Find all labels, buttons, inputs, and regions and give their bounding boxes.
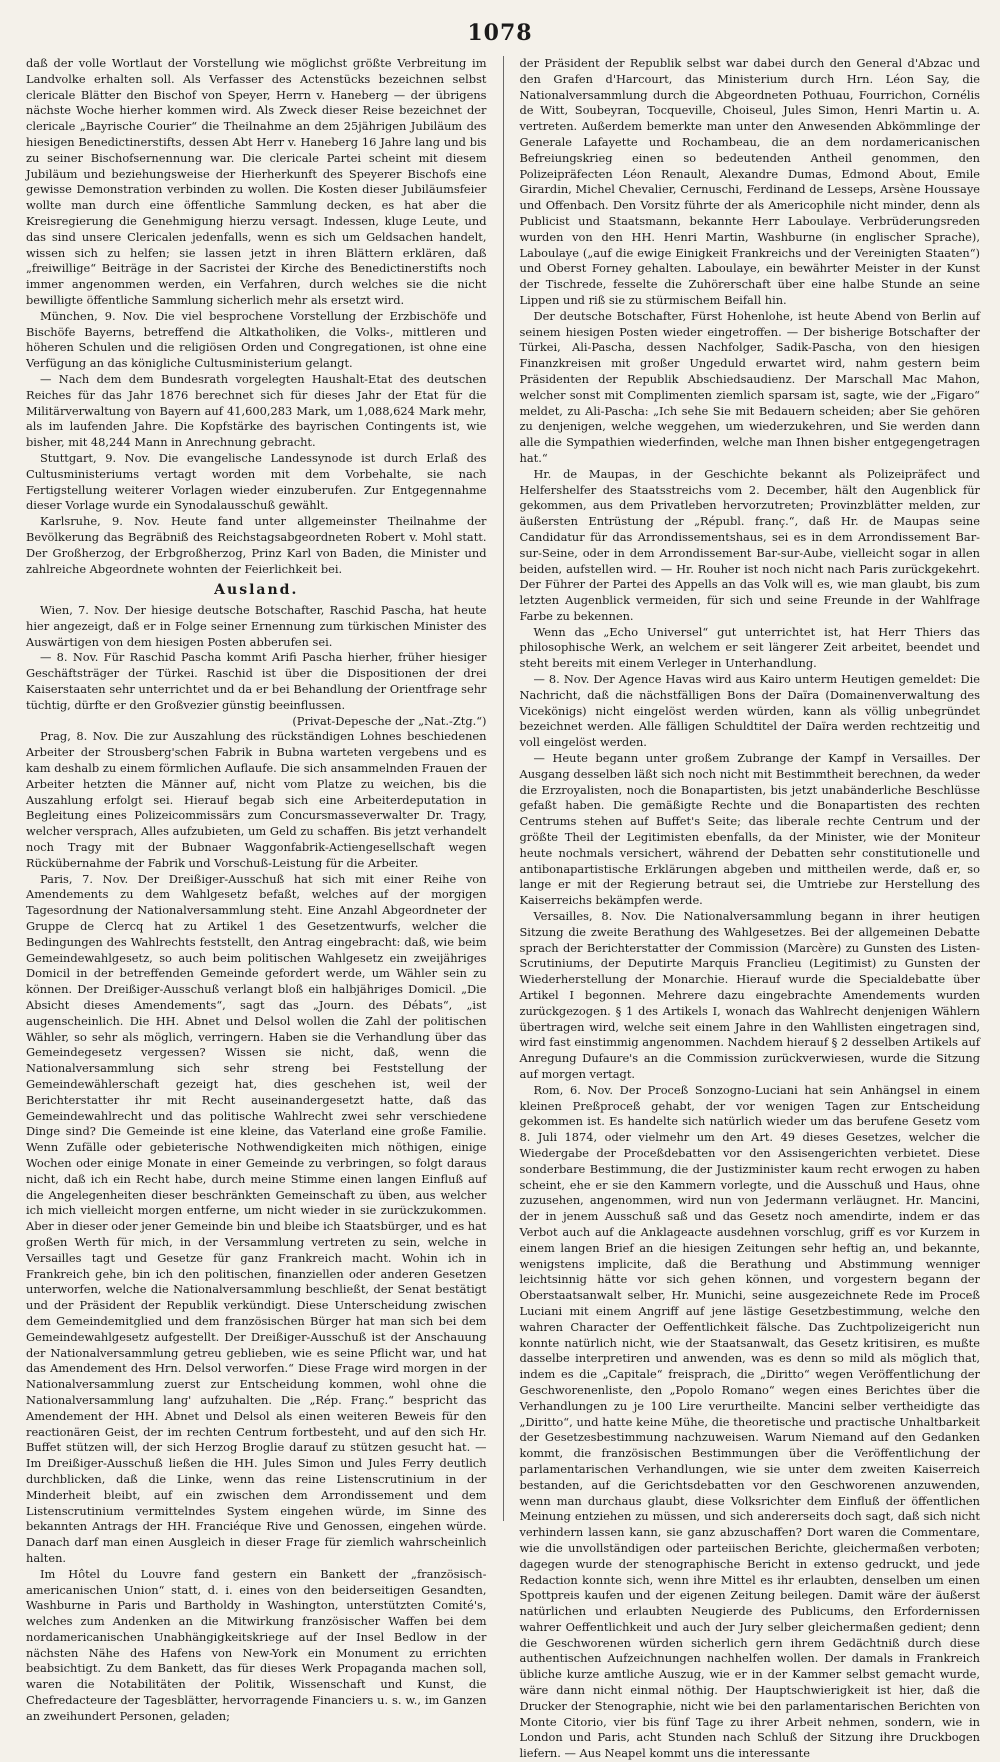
article-paragraph: Im Hôtel du Louvre fand gestern ein Bankett der „französisch-americanischen Union“ statt, d. i. eines von den beiderseitigen Gesandten, Washburne in Paris und Bartholdy in Washington, unterstützten Comité's, welches zum Andenken an die Mitwirkung französischer Waffen bei dem nordamericanischen Unabhängigkeitskriege auf der Insel Bedlow in der nächsten Nähe des Hafens von New-York ein Monument zu errichten beabsichtigt. Zu dem Bankett, das für dieses Werk Propaganda machen soll, waren die Notabilitäten der Politik, Wissenschaft und Kunst, die Chefredacteure der Tagesblätter, hervorragende Financiers u. s. w., im Ganzen an zweihundert Personen, geladen; [26, 1566, 487, 1723]
left-column [26, 56, 487, 1723]
section-heading: Ausland. [214, 582, 299, 599]
article-paragraph: Karlsruhe, 9. Nov. Heute fand unter allgemeinster Theilnahme der Bevölkerung das Begräbniß des Reichstagsabgeordneten Robert v. Mohl statt. Der Großherzog, der Erbgroßherzog, Prinz Karl von Baden, die Minister und zahlreiche Abgeordnete wohnten der Feierlichkeit bei. [26, 514, 487, 576]
right-column [519, 56, 981, 1761]
article-paragraph: Der deutsche Botschafter, Fürst Hohenlohe, ist heute Abend von Berlin auf seinem hiesigen Posten wieder eingetroffen. — Der bisherige Botschafter der Türkei, Ali-Pascha, dessen Nachfolger, Sadik-Pascha, von den hiesigen Finanzkreisen mit großer Ungeduld erwartet wird, nahm gestern beim Präsidenten der Republik Abschiedsaudienz. Der Marschall Mac Mahon, welcher sonst mit Complimenten ziemlich sparsam ist, sagte, wie der „Figaro“ meldet, zu Ali-Pascha: „Ich sehe Sie mit Bedauern scheiden; aber Sie gehören zu denjenigen, welche weggehen, um wiederzukehren, und Sie werden dann alle die Sympathien wiederfinden, welche man Ihnen bisher entgegengetragen hat.“ [519, 308, 980, 465]
article-paragraph: daß der volle Wortlaut der Vorstellung wie möglichst größte Verbreitung im Landvolke erhalten soll. Als Verfasser des Actenstücks bezeichnen selbst clericale Blätter den Bischof von Speyer, Herrn v. Haneberg — der übrigens nächste Woche hierher kommen wird. Als Zweck dieser Reise bezeichnet der clericale „Bayrische Courier“ die Theilnahme an dem 25jährigen Jubiläum des hiesigen Benedictinerstifts, dessen Abt Herr v. Haneberg 16 Jahre lang und bis zu seiner Bischofsernennung war. Die clericale Partei scheint mit diesem Jubiläum und beziehungsweise der Hierherkunft des Speyerer Bischofs eine gewisse Demonstration verbinden zu wollen. Die Kosten dieser Jubiläumsfeier wollte man durch eine öffentliche Sammlung decken, es hat aber die Kreisregierung die Genehmigung hierzu versagt. Indessen, kluge Leute, und das sind unsere Clericalen jedenfalls, wenn es sich um Geldsachen handelt, wissen sich zu helfen; sie lassen jetzt in ihren Blättern erklären, daß „freiwillige“ Beiträge in der Sacristei der Kirche des Benedictinerstifts noch immer angenommen werden, ein Verfahren, durch welches sie die nicht bewilligte öffentliche Sammlung sicherlich mehr als ersetzt wird. [26, 56, 487, 307]
article-paragraph: der Präsident der Republik selbst war dabei durch den General d'Abzac und den Grafen d'Harcourt, das Ministerium durch Hrn. Léon Say, die Nationalversammlung durch die Abgeordneten Pothuau, Fourrichon, Cornélis de Witt, Soubeyran, Tocqueville, Choiseul, Jules Simon, Henri Martin u. A. vertreten. Außerdem bemerkte man unter den Anwesenden Abkömmlinge der Generale Lafayette und Rochambeau, die an dem nordamericanischen Befreiungskrieg einen so bedeutenden Antheil genommen, den Polizeipräfecten Léon Renault, Alexandre Dumas, Edmond About, Emile Girardin, Michel Chevalier, Cernuschi, Ferdinand de Lesseps, Arsène Houssaye und Offenbach. Den Vorsitz führte der als Americophile nicht minder, denn als Publicist und Staatsmann, bekannte Herr Laboulaye. Verbrüderungsreden wurden von den HH. Henri Martin, Washburne (in englischer Sprache), Laboulaye („auf die ewige Einigkeit Frankreichs und der Vereinigten Staaten“) und Oberst Forney gehalten. Laboulaye, ein bewährter Meister in der Kunst der Tischrede, fesselte die Zuhörerschaft über eine halbe Stunde an seine Lippen und riß sie zu stürmischem Beifall hin. [519, 56, 980, 307]
article-paragraph: München, 9. Nov. Die viel besprochene Vorstellung der Erzbischöfe und Bischöfe Bayerns, betreffend die Altkatholiken, die Volks-, mittleren und höheren Schulen und die religiösen Orden und Congregationen, ist ohne eine Verfügung an das königliche Cultusministerium gelangt. [26, 308, 487, 371]
article-paragraph: Stuttgart, 9. Nov. Die evangelische Landessynode ist durch Erlaß des Cultusministeriums vertagt worden mit dem Vorbehalte, sie nach Fertigstellung weiterer Vorlagen wieder einzuberufen. Zur Entgegennahme dieser Vorlage wurde ein Synodalausschuß gewählt. [26, 450, 487, 513]
article-paragraph: Prag, 8. Nov. Die zur Auszahlung des rückständigen Lohnes beschiedenen Arbeiter der Strousberg'schen Fabrik in Bubna warteten vergebens und es kam deshalb zu einem förmlichen Auflaufe. Die sich ansammelnden Frauen der Arbeiter hetzten die Männer auf, nicht vom Platze zu weichen, bis die Auszahlung erfolgt sei. Hierauf begab sich eine Arbeiterdeputation in Begleitung eines Polizeicommissärs zum Concursmasseverwalter Dr. Tragy, welcher versprach, Alles aufzubieten, um Geld zu schaffen. Bis jetzt verhandelt noch Tragy mit der Bubnaer Waggonfabrik-Actiengesellschaft wegen Rückübernahme der Fabrik und Vorschuß-Leistung für die Arbeiter. [26, 729, 487, 870]
source-note: (Privat-Depesche der „Nat.-Ztg.“) [292, 713, 487, 728]
article-paragraph: Versailles, 8. Nov. Die Nationalversammlung begann in ihrer heutigen Sitzung die zweite Berathung des Wahlgesetzes. Bei der allgemeinen Debatte sprach der Berichterstatter der Commission (Marcère) zu Gunsten des Listen-Scrutiniums, der Deputirte Marquis Franclieu (Legitimist) zu Gunsten der Wiederherstellung der Monarchie. Hierauf wurde die Specialdebatte über Artikel I begonnen. Mehrere dazu eingebrachte Amendements wurden zurückgezogen. § 1 des Artikels I, wonach das Wahlrecht denjenigen Wählern übertragen wird, welche seit einem Jahre in den Wahllisten eingetragen sind, wird fast einstimmig angenommen. Nachdem hierauf § 2 desselben Artikels auf Anregung Dufaure's an die Commission zurückverwiesen, wurde die Sitzung auf morgen vertagt. [519, 909, 980, 1081]
article-paragraph: — Heute begann unter großem Zubrange der Kampf in Versailles. Der Ausgang desselben läßt sich noch nicht mit Bestimmtheit berechnen, da weder die Erzroyalisten, noch die Bonapartisten, bis jetzt unabänderliche Beschlüsse gefaßt haben. Die gemäßigte Rechte und die Bonapartisten des rechten Centrums stehen auf Buffet's Seite; das liberale rechte Centrum und der größte Theil der Legitimisten ebenfalls, da der Minister, wie der Moniteur heute nochmals versichert, während der Debatten sehr constitutionelle und antibonapartistische Erklärungen abgeben und mittheilen werde, daß er, so lange er mit der Regierung betraut sei, die Umtriebe zur Herstellung des Kaiserreichs bekämpfen werde. [519, 751, 980, 908]
page-number: 1078 [467, 20, 533, 46]
article-paragraph: Paris, 7. Nov. Der Dreißiger-Ausschuß hat sich mit einer Reihe von Amendements zu dem Wahlgesetz befaßt, welches auf der morgigen Tagesordnung der Nationalversammlung steht. Eine Anzahl Abgeordneter der Gruppe de Clercq hat zu Artikel 1 des Gesetzentwurfs, welcher die Bedingungen des Wahlrechts feststellt, den Antrag eingebracht: daß, wie beim Gemeindewahlgesetz, so auch beim politischen Wahlgesetz ein zweijähriges Domicil in der betreffenden Gemeinde gefordert werde, um Wähler sein zu können. Der Dreißiger-Ausschuß verlangt bloß ein halbjähriges Domicil. „Die Absicht dieses Amendements“, sagt das „Journ. des Débats“, „ist augenscheinlich. Die HH. Abnet und Delsol wollen die Zahl der politischen Wähler, so sehr als möglich, verringern. Haben sie die Verhandlung über das Gemeindegesetz vergessen? Wissen sie nicht, daß, wenn die Nationalversammlung sich sehr streng bei Feststellung der Gemeindewählerschaft gezeigt hat, dies geschehen ist, weil der Berichterstatter ihr mit Recht auseinandergesetzt hatte, daß das Gemeindewahlrecht und das politische Wahlrecht zwei sehr verschiedene Dinge sind? Die Gemeinde ist eine kleine, das Vaterland eine große Familie. Wenn Zufälle oder gebieterische Nothwendigkeiten mich nöthigen, einige Wochen oder einige Monate in einer Gemeinde zu verbringen, so folgt daraus nicht, daß ich ein Recht habe, durch meine Stimme einen langen Einfluß auf die Angelegenheiten dieser beschränkten Gemeinschaft zu üben, aus welcher ich mich vielleicht morgen entferne, um nicht wieder in sie zurückzukommen. Aber in dieser oder jener Gemeinde bin und bleibe ich Staatsbürger, und es hat großen Werth für mich, in der Versammlung vertreten zu sein, welche in Versailles tagt und Gesetze für ganz Frankreich macht. Wohin ich in Frankreich gehe, bin ich den politischen, finanziellen oder anderen Gesetzen unterworfen, welche die Nationalversammlung beschließt, der Senat bestätigt und der Präsident der Republik verkündigt. Diese Unterscheidung zwischen dem Gemeindemitglied und dem französischen Bürger hat man sich bei dem Gemeindewahlgesetz aufgestellt. Der Dreißiger-Ausschuß ist der Anschauung der Nationalversammlung getreu geblieben, wie es seine Pflicht war, und hat das Amendement des Hrn. Delsol verworfen.“ Diese Frage wird morgen in der Nationalversammlung zuerst zur Entscheidung kommen, wohl ohne die Nationalversammlung lang' aufzuhalten. Die „Rép. Franç.“ bespricht das Amendement der HH. Abnet und Delsol als einen weiteren Beweis für den reactionären Geist, der im rechten Centrum fortbesteht, und auf den sich Hr. Buffet stützen will, der sich Herzog Broglie darauf zu stützen gesucht hat. — Im Dreißiger-Ausschuß ließen die HH. Jules Simon und Jules Ferry deutlich durchblicken, daß die Linke, wenn das reine Listenscrutinium in der Minderheit bleibt, auf ein zwischen dem Arrondissement und dem Listenscrutinium vermittelndes System eingehen würde, im Sinne des bekannten Antrags der HH. Franciéque Rive und Genossen, eingehen würde. Danach darf man einen Ausgleich in dieser Frage für ziemlich wahrscheinlich halten. [26, 871, 487, 1565]
article-paragraph: Wenn das „Echo Universel“ gut unterrichtet ist, hat Herr Thiers das philosophische Werk, an welchem er seit längerer Zeit arbeitet, beendet und steht bereits mit einem Verleger in Unterhandlung. [519, 624, 980, 671]
article-paragraph: Wien, 7. Nov. Der hiesige deutsche Botschafter, Raschid Pascha, hat heute hier angezeigt, daß er in Folge seiner Ernennung zum türkischen Minister des Auswärtigen von dem hiesigen Posten abberufen sei. [26, 603, 487, 649]
article-paragraph: — Nach dem dem Bundesrath vorgelegten Haushalt-Etat des deutschen Reiches für das Jahr 1876 berechnet sich für dieses Jahr der Etat für die Militärverwaltung von Bayern auf 41,600,283 Mark, um 1,088,624 Mark mehr, als im laufenden Jahre. Die Kopfstärke des bayrischen Contingents ist, wie bisher, mit 48,244 Mann in Anrechnung gebracht. [26, 371, 487, 450]
article-paragraph: — 8. Nov. Für Raschid Pascha kommt Arifi Pascha hierher, früher hiesiger Geschäftsträger der Türkei. Raschid ist über die Dispositionen der drei Kaiserstaaten sehr unterrichtet und da er bei Behandlung der Orientfrage sehr tüchtig, dürfte er den Großvezier günstig beeinflussen. [26, 650, 487, 712]
column-divider [503, 56, 504, 1521]
columns [26, 56, 980, 1761]
article-paragraph: — 8. Nov. Der Agence Havas wird aus Kairo unterm Heutigen gemeldet: Die Nachricht, daß die nächstfälligen Bons der Daïra (Domainenverwaltung des Vicekönigs) nicht eingelöst werden würden, kann als völlig unbegründet bezeichnet werden. Alle fälligen Schuldtitel der Daïra werden rechtzeitig und voll eingelöst werden. [519, 672, 980, 750]
article-paragraph: Rom, 6. Nov. Der Proceß Sonzogno-Luciani hat sein Anhängsel in einem kleinen Preßproceß gehabt, der vor wenigen Tagen zur Entscheidung gekommen ist. Es handelte sich natürlich wieder um das berufene Gesetz vom 8. Juli 1874, oder vielmehr um den Art. 49 dieses Gesetzes, welcher die Wiedergabe der Proceßdebatten vor den Assisengerichten verbietet. Diese sonderbare Bestimmung, die der Justizminister kaum recht erwogen zu haben scheint, ehe er sie den Kammern vorlegte, und die Ausschuß und Haus, ohne zuzusehen, angenommen, wird nun von Jedermann verläugnet. Hr. Mancini, der in jenem Ausschuß saß und das Gesetz noch amendirte, indem er das Verbot auch auf die Anklageacte ausdehnen vorschlug, griff es vor Kurzem in einem langen Brief an die hiesigen Zeitungen sehr heftig an, und bekannte, wenigstens implicite, daß die Berathung und Abstimmung wenniger leichtsinnig hätte vor sich gehen können, und vorgestern begann der Oberstaatsanwalt selber, Hr. Munichi, seine ausgezeichnete Rede im Proceß Luciani mit einem Angriff auf jene lästige Gesetzbestimmung, welche den wahren Character der Oeffentlichkeit fälsche. Das Zuchtpolizeigericht nun konnte natürlich nicht, wie der Staatsanwalt, das Gesetz kritisiren, es mußte dasselbe interpretiren und anwenden, was es denn so mild als möglich that, indem es die „Capitale“ freisprach, die „Diritto“ wegen Veröffentlichung der Geschworenenliste, den „Popolo Romano“ wegen eines Berichtes über die Verhandlungen zu je 100 Lire verurtheilte. Mancini selber vertheidigte das „Diritto“, und hatte keine Mühe, die theoretische und practische Unhaltbarkeit der Gesetzesbestimmung nachzuweisen. Warum Niemand auf den Gedanken kommt, die französischen Bestimmungen über die Veröffentlichung der parlamentarischen Verhandlungen, wie sie unter dem zweiten Kaiserreich bestanden, auf die Gerichtsdebatten vor den Geschworenen anzuwenden, wenn man durchaus glaubt, diese Volksrichter dem Einfluß der öffentlichen Meinung entziehen zu müssen, und sich andererseits doch sagt, daß sich nicht verhindern lassen kann, sie ganz abzuschaffen? Dort waren die Commentare, wie die unvollständigen oder parteiischen Berichte, gleichermaßen verboten; dagegen wurde der stenographische Bericht in extenso gedruckt, und jede Redaction konnte sich, wenn ihre Mittel es ihr erlaubten, denselben um einen Spottpreis kaufen und der eigenen Zeitung beilegen. Damit wäre der äußerst natürlichen und erlaubten Neugierde des Publicums, den Erfordernissen wahrer Oeffentlichkeit und auch der Jury selber gleichermaßen gedient; denn die Geschworenen würden sicherlich gern ihrem Gedächtniß durch diese authentischen Aufzeichnungen nachhelfen wollen. Der damals in Frankreich übliche kurze amtliche Auszug, wie er in der Kammer selbst gemacht wurde, wäre dann nicht einmal nöthig. Der Hauptschwierigkeit ist hier, daß die Drucker der Stenographie, nicht wie bei den parlamentarischen Berichten von Monte Citorio, vier bis fünf Tage zu ihrer Arbeit nehmen, sondern, wie in London und Paris, acht Stunden nach Schluß der Sitzung ihre Druckbogen liefern. — Aus Neapel kommt uns die interessante [519, 1082, 980, 1761]
article-paragraph: Hr. de Maupas, in der Geschichte bekannt als Polizeipräfect und Helfershelfer des Staatsstreichs vom 2. December, hält den Augenblick für gekommen, aus dem Privatleben hervorzutreten; Provinzblätter melden, zur äußersten Entrüstung der „Républ. franç.“, daß Hr. de Maupas seine Candidatur für das Arrondissementshaus, sei es in dem Arrondissement Bar-sur-Seine, oder in dem Arrondissement Bar-sur-Aube, vielleicht sogar in allen beiden, aufstellen wird. — Hr. Rouher ist noch nicht nach Paris zurückgekehrt. Der Führer der Partei des Appells an das Volk will es, wie man glaubt, bis zum letzten Augenblick vermeiden, für sich und seine Freunde in der Wahlfrage Farbe zu bekennen. [519, 466, 980, 623]
